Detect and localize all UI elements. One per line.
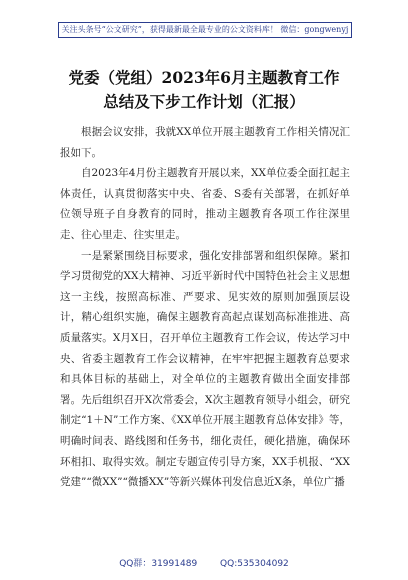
footer-qq: QQ:535304092 [220,559,289,569]
document-title-line-1: 党委（党组）2023年6月主题教育工作 [68,68,340,87]
document-title-line-2: 总结及下步工作计划（汇报） [103,92,305,111]
footer-contact [0,556,408,569]
footer-qq-group: QQ群：31991489 [119,559,198,569]
header-banner: 关注头条号“公文研究”，获得最新最全最专业的公文资料库！ 微信：gongwenyj [58,22,352,38]
document-body [60,122,350,493]
body-paragraph: 根据会议安排，我就XX单位开展主题教育工作相关情况汇报如下。 [60,126,350,159]
body-paragraph: 自2023年4月份主题教育开展以来，XX单位委全面扛起主体责任，认真贯彻落实中央、省委、S委有关部署，在抓好单位领导班子自身教育的同时，推动主题教育各项工作往深里走、往心里走、往实里走。 [60,167,350,241]
body-paragraph: 一是紧紧围绕目标要求，强化安排部署和组织保障。紧扣学习贯彻党的XX大精神、习近平新时代中国特色社会主义思想这一主线，按照高标准、严要求、见实效的原则加强顶层设计，精心组织实施，确保主题教育高起点谋划高标准推进、高质量落实。X月X日，召开单位主题教育工作会议，传达学习中央、省委主题教育工作会议精神，在牢牢把握主题教育总要求和具体目标的基础上，对全单位的主题教育做出全面安排部署。先后组织召开X次常委会，X次主题教育领导小组会，研究制定“1＋N”工作方案、《XX单位开展主题教育总体安排》等，明确时间表、路线图和任务书，细化责任，硬化措施，确保环环相扣、取得实效。制定专题宣传引导方案，XX手机报、“XX党建”“微XX”“微播XX”等新兴媒体刊发信息近X条，单位广播 [60,249,350,489]
